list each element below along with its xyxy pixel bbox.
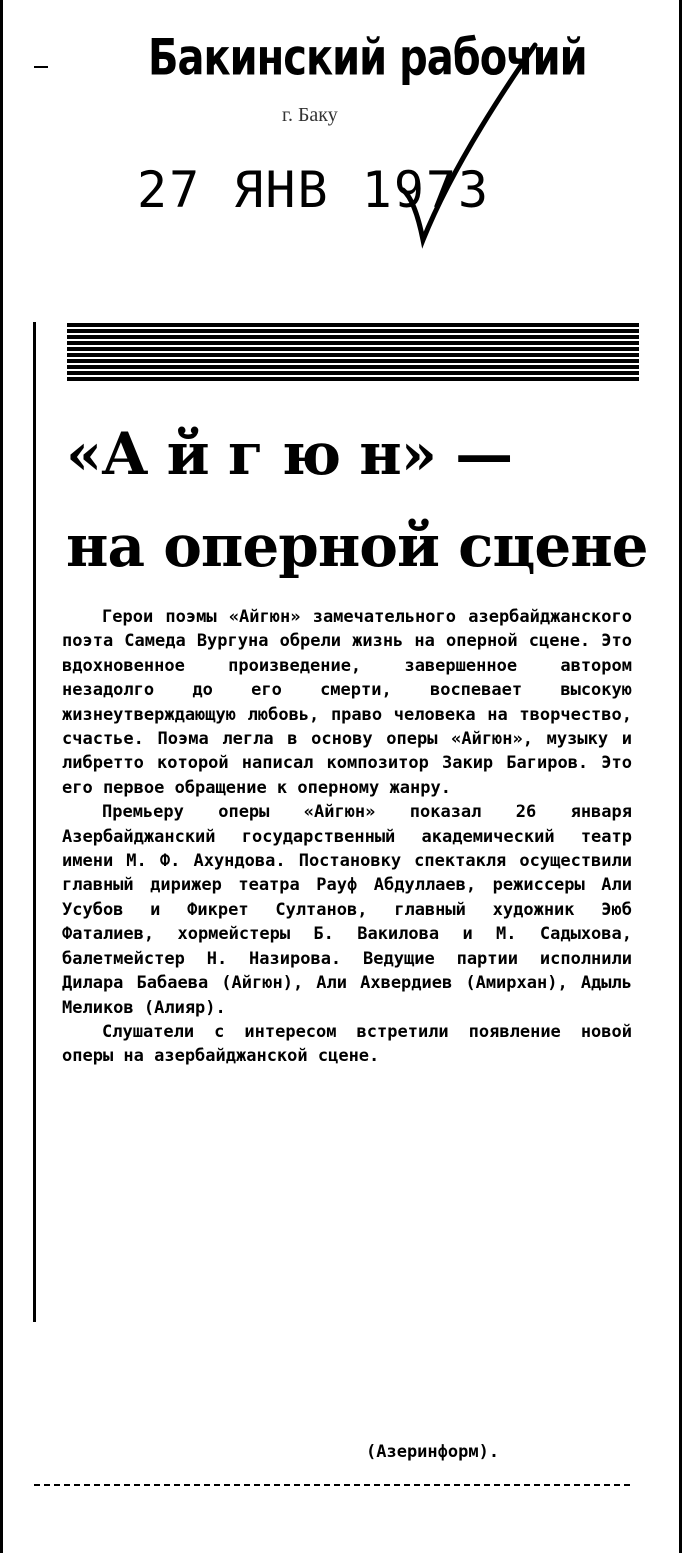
bottom-rule <box>34 1484 634 1486</box>
column-rule <box>33 322 36 1322</box>
article-paragraph: Герои поэмы «Айгюн» замечательного азербайджанского поэта Самеда Вургуна обрели жизнь на оперной сцене. Это вдохновенное произведение, завершенное автором незадолго до его смерти, воспевает высокую жизнеутверждающую любовь, право человека на творчество, счастье. Поэма легла в основу оперы «Айгюн», музыку и либретто которой написал композитор Закир Багиров. Это его первое обращение к оперному жанру. <box>62 607 632 798</box>
city-label: г. Баку <box>282 104 338 126</box>
scan-edge-left <box>0 0 3 1553</box>
newspaper-name: Бакинский рабочий <box>148 29 587 87</box>
article-body <box>62 605 632 1069</box>
decorative-rule-block <box>67 323 639 383</box>
article-paragraph: Слушатели с интересом встретили появление новой оперы на азербайджанской сцене. <box>62 1021 632 1067</box>
headline <box>66 408 648 592</box>
article-paragraph: Премьеру оперы «Айгюн» показал 26 января Азербайджанский государственный академический театр имени М. Ф. Ахундова. Постановку спектакля осуществили главный дирижер театра Рауф Абдуллаев, режиссеры Али Усубов и Фикрет Султанов, главный художник Эюб Фаталиев, хормейстеры Б. Вакилова и М. Садыхова, балетмейстер Н. Назирова. Ведущие партии исполнили Дилара Бабаева (Айгюн), Али Ахвердиев (Амирхан), Адыль Меликов (Алияр). <box>62 802 632 1018</box>
news-agency-credit: (Азеринформ). <box>366 1442 500 1462</box>
headline-line: «А й г ю н» — <box>66 420 513 488</box>
stray-mark <box>34 66 48 68</box>
checkmark-icon <box>395 40 545 260</box>
date-stamp: 27 ЯНВ 1973 <box>137 161 491 219</box>
headline-line: на оперной сцене <box>66 512 648 580</box>
